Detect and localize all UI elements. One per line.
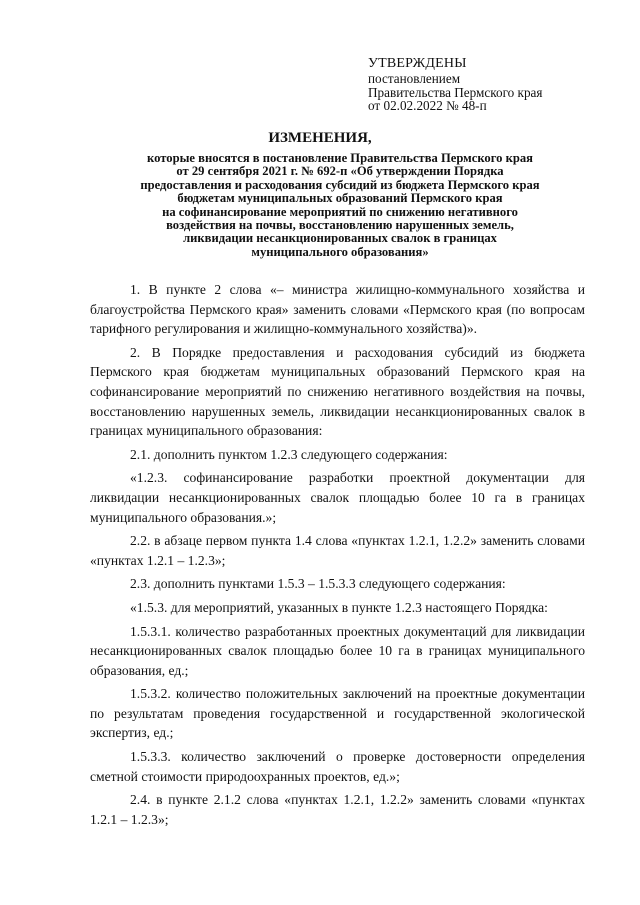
approval-line: Правительства Пермского края <box>368 84 543 100</box>
subtitle-line: бюджетам муниципальных образований Пермского края <box>177 191 503 206</box>
paragraph-2-2: 2.2. в абзаце первом пункта 1.4 слова «пунктах 1.2.1, 1.2.2» заменить словами «пунктах 1.2.1 – 1.2.3»; <box>90 533 585 568</box>
paragraph-2: 2. В Порядке предоставления и расходования субсидий из бюджета Пермского края бюджетам муниципальных образований Пермского края на софинансирование мероприятий по снижению негативного воздействия на почвы, восстановлению нарушенных земель, ликвидации несанкционированных свалок в границах муниципального образования: <box>90 344 585 439</box>
paragraph-1-5-3-1: 1.5.3.1. количество разработанных проектных документаций для ликвидации несанкционированных свалок площадью более 10 га в границах муниципального образования, ед.; <box>90 623 585 678</box>
approval-stamp <box>368 56 628 113</box>
paragraph-1-2-3: «1.2.3. софинансирование разработки проектной документации для ликвидации несанкционированных свалок площадью более 10 га в границах муниципального образования.»; <box>90 470 585 525</box>
approval-heading: УТВЕРЖДЕНЫ <box>368 56 467 71</box>
document-title: ИЗМЕНЕНИЯ, <box>268 130 372 146</box>
paragraph-1-5-3: «1.5.3. для мероприятий, указанных в пункте 1.2.3 настоящего Порядка: <box>130 599 548 615</box>
subtitle-line: воздействия на почвы, восстановлению нарушенных земель, <box>166 218 514 233</box>
subtitle-line: предоставления и расходования субсидий из бюджета Пермского края <box>140 177 540 192</box>
paragraph-1-5-3-3: 1.5.3.3. количество заключений о проверке достоверности определения сметной стоимости природоохранных проектов, ед.»; <box>90 749 585 784</box>
approval-date-number: от 02.02.2022 № 48-п <box>368 98 487 113</box>
paragraph-1: 1. В пункте 2 слова «– министра жилищно-коммунального хозяйства и благоустройства Пермского края» заменить словами «Пермского края (по вопросам тарифного регулирования и жилищно-коммунального хозяйства)». <box>90 282 585 337</box>
paragraph-1-5-3-2: 1.5.3.2. количество положительных заключений на проектные документации по результатам проведения государственной и государственной экологической экспертиз, ед.; <box>90 686 585 741</box>
document-subtitle <box>80 152 600 259</box>
subtitle-line: которые вносятся в постановление Правительства Пермского края <box>147 151 533 165</box>
paragraph-2-4: 2.4. в пункте 2.1.2 слова «пунктах 1.2.1, 1.2.2» заменить словами «пунктах 1.2.1 – 1.2.3»; <box>90 792 585 827</box>
paragraph-2-1: 2.1. дополнить пунктом 1.2.3 следующего содержания: <box>130 446 448 462</box>
subtitle-line: на софинансирование мероприятий по снижению негативного <box>162 204 518 219</box>
subtitle-line: от 29 сентября 2021 г. № 692-п «Об утверждении Порядка <box>176 164 504 179</box>
approval-line: постановлением <box>368 71 461 86</box>
paragraph-2-3: 2.3. дополнить пунктами 1.5.3 – 1.5.3.3 следующего содержания: <box>130 576 506 592</box>
document-body <box>90 280 585 833</box>
subtitle-line: ликвидации несанкционированных свалок в границах <box>183 231 497 246</box>
subtitle-line: муниципального образования» <box>251 244 429 259</box>
